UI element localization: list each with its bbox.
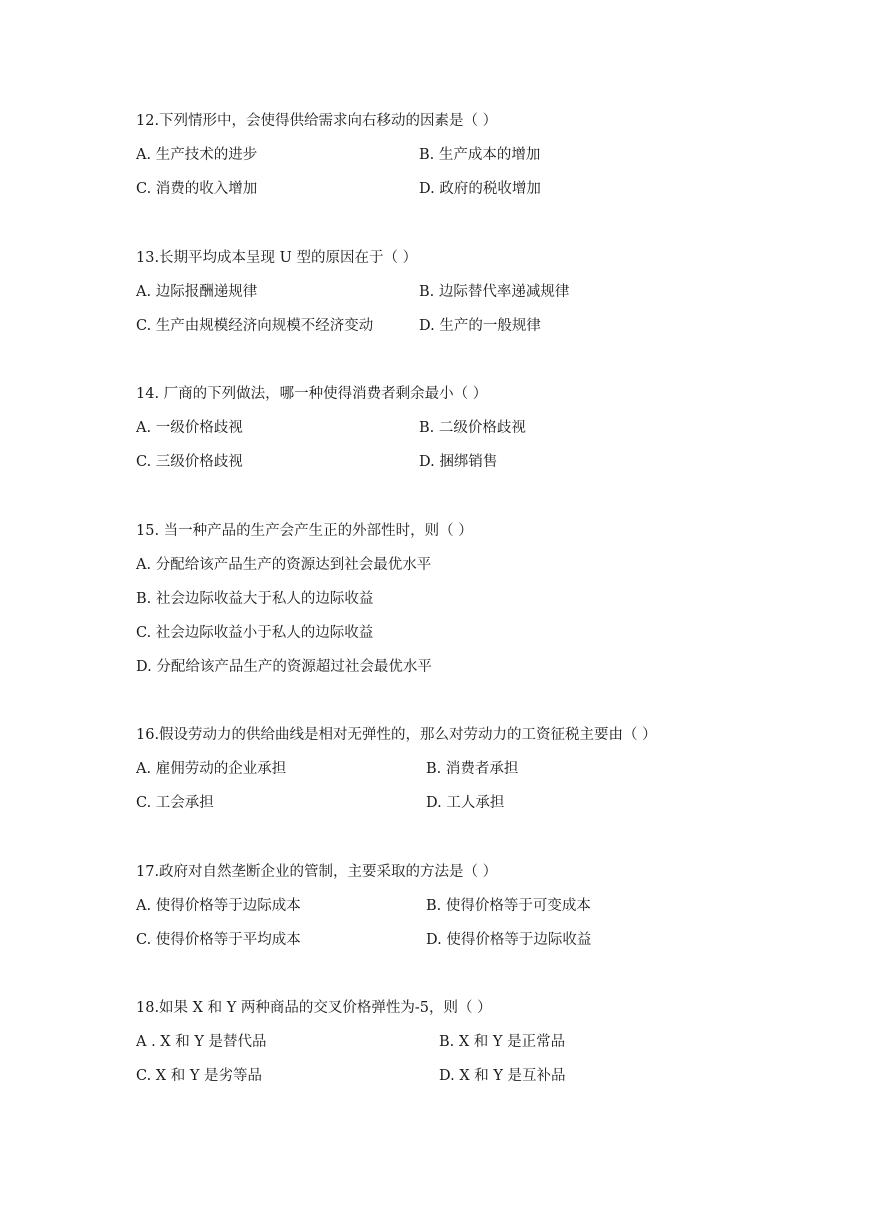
question-12-option-b: B. 生产成本的增加 [419, 147, 541, 163]
question-13-stem: 13.长期平均成本呈现 U 型的原因在于（ ） [136, 250, 418, 266]
question-12-option-a: A. 生产技术的进步 [136, 147, 258, 163]
question-17-option-b: B. 使得价格等于可变成本 [426, 898, 591, 914]
question-15-stem: 15. 当一种产品的生产会产生正的外部性时，则（ ） [136, 523, 473, 539]
question-17-option-c: C. 使得价格等于平均成本 [136, 932, 301, 948]
question-12-option-c: C. 消费的收入增加 [136, 181, 258, 197]
question-17-option-d: D. 使得价格等于边际收益 [426, 932, 592, 948]
question-12-stem: 12.下列情形中，会使得供给需求向右移动的因素是（ ） [136, 113, 498, 129]
question-16-option-c: C. 工会承担 [136, 795, 214, 811]
question-12-option-d: D. 政府的税收增加 [419, 181, 541, 197]
question-18-option-b: B. X 和 Y 是正常品 [439, 1034, 566, 1050]
question-13-option-c: C. 生产由规模经济向规模不经济变动 [136, 318, 374, 334]
question-14-option-b: B. 二级价格歧视 [419, 420, 526, 436]
question-15-option-c: C. 社会边际收益小于私人的边际收益 [136, 625, 374, 641]
question-16-stem: 16.假设劳动力的供给曲线是相对无弹性的，那么对劳动力的工资征税主要由（ ） [136, 727, 657, 743]
question-14-option-c: C. 三级价格歧视 [136, 454, 243, 470]
question-17-stem: 17.政府对自然垄断企业的管制，主要采取的方法是（ ） [136, 864, 498, 880]
question-18-option-c: C. X 和 Y 是劣等品 [136, 1068, 263, 1084]
question-15-option-d: D. 分配给该产品生产的资源超过社会最优水平 [136, 659, 432, 675]
question-14-stem: 14. 厂商的下列做法，哪一种使得消费者剩余最小（ ） [136, 386, 488, 402]
question-14-option-d: D. 捆绑销售 [419, 454, 498, 470]
question-15-option-a: A. 分配给该产品生产的资源达到社会最优水平 [136, 557, 432, 573]
question-18-stem: 18.如果 X 和 Y 两种商品的交叉价格弹性为-5，则（ ） [136, 1000, 492, 1016]
question-13-option-b: B. 边际替代率递减规律 [419, 284, 570, 300]
question-14-option-a: A. 一级价格歧视 [136, 420, 243, 436]
question-18-option-d: D. X 和 Y 是互补品 [439, 1068, 566, 1084]
question-16-option-a: A. 雇佣劳动的企业承担 [136, 761, 287, 777]
question-18-option-a: A . X 和 Y 是替代品 [136, 1034, 267, 1050]
question-13-option-a: A. 边际报酬递规律 [136, 284, 258, 300]
question-17-option-a: A. 使得价格等于边际成本 [136, 898, 301, 914]
question-16-option-b: B. 消费者承担 [426, 761, 519, 777]
question-16-option-d: D. 工人承担 [426, 795, 505, 811]
question-13-option-d: D. 生产的一般规律 [419, 318, 541, 334]
question-15-option-b: B. 社会边际收益大于私人的边际收益 [136, 591, 374, 607]
